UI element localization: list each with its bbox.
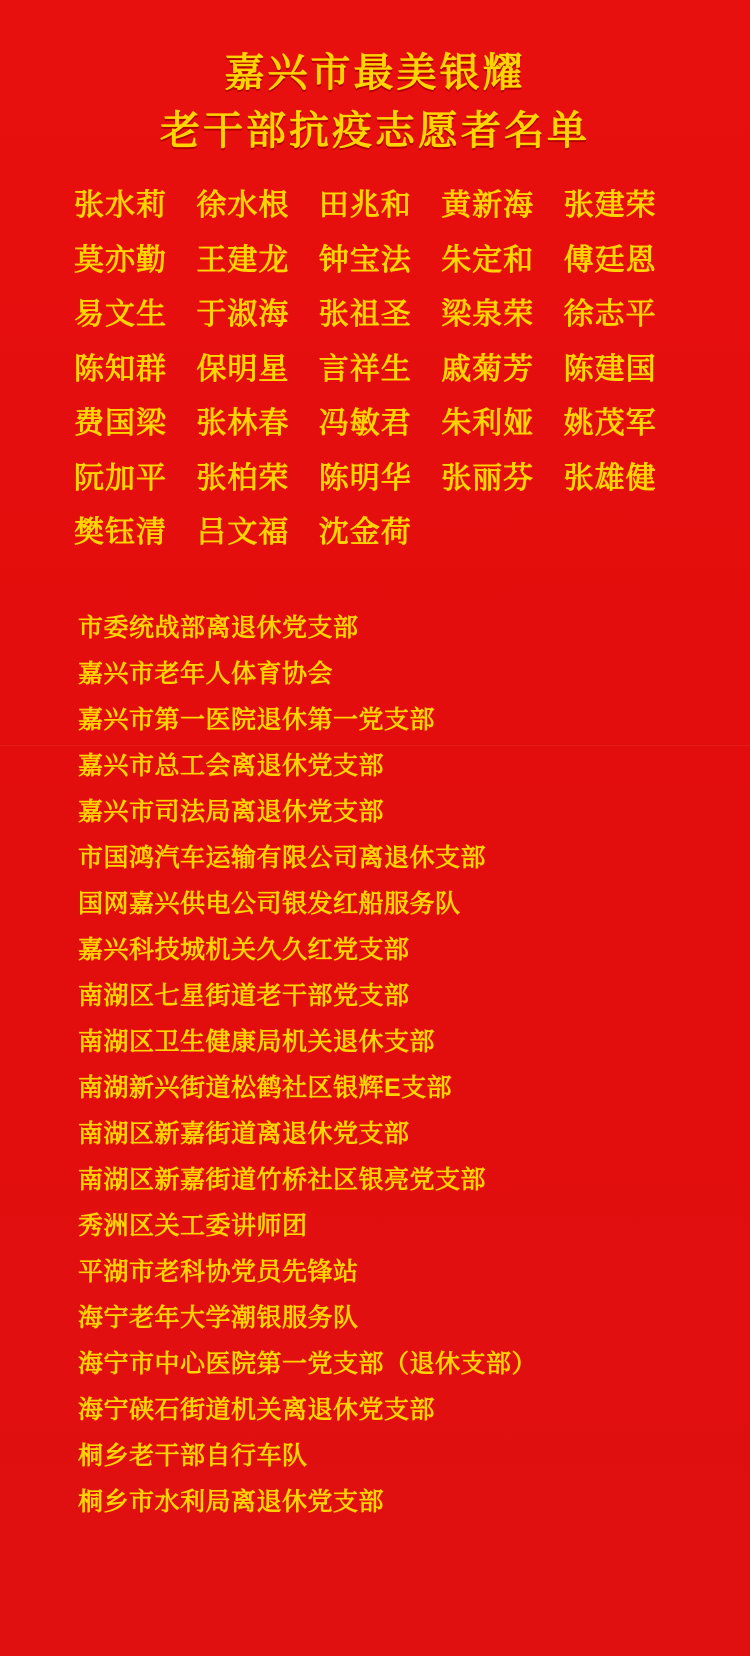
organization-item: 嘉兴市老年人体育协会 bbox=[78, 659, 334, 688]
volunteer-name: 于淑海 bbox=[196, 298, 290, 331]
organization-item: 南湖区七星街道老干部党支部 bbox=[78, 981, 410, 1010]
organization-item: 桐乡市水利局离退休党支部 bbox=[78, 1487, 385, 1516]
title-line-2: 老干部抗疫志愿者名单 bbox=[160, 109, 590, 153]
faint-divider-line bbox=[0, 745, 750, 746]
volunteer-name: 黄新海 bbox=[441, 189, 535, 222]
volunteer-name: 阮加平 bbox=[74, 461, 167, 495]
volunteer-name: 张水莉 bbox=[74, 189, 167, 222]
organization-list bbox=[0, 613, 750, 1516]
volunteer-name: 费国梁 bbox=[74, 407, 167, 440]
volunteer-name: 王建龙 bbox=[196, 243, 290, 277]
volunteer-name: 陈建国 bbox=[563, 352, 657, 386]
volunteer-name: 言祥生 bbox=[318, 352, 412, 386]
title-line-1: 嘉兴市最美银耀 bbox=[224, 51, 526, 95]
volunteer-name: 傅廷恩 bbox=[563, 243, 657, 277]
volunteer-name: 徐志平 bbox=[563, 298, 657, 331]
organization-item: 嘉兴市司法局离退休党支部 bbox=[78, 797, 385, 826]
volunteer-name: 田兆和 bbox=[318, 189, 412, 222]
volunteer-name: 张丽芬 bbox=[441, 461, 535, 495]
volunteer-name: 沈金荷 bbox=[318, 516, 412, 549]
organization-item: 南湖新兴街道松鹤社区银辉E支部 bbox=[78, 1073, 453, 1102]
volunteer-name: 易文生 bbox=[74, 298, 167, 331]
organization-item: 海宁硖石街道机关离退休党支部 bbox=[78, 1395, 436, 1424]
volunteer-name: 梁泉荣 bbox=[441, 298, 535, 331]
organization-item: 南湖区新嘉街道竹桥社区银亮党支部 bbox=[78, 1165, 487, 1194]
volunteer-name: 钟宝法 bbox=[318, 243, 412, 277]
volunteer-name: 莫亦勤 bbox=[74, 243, 167, 277]
organization-item: 嘉兴科技城机关久久红党支部 bbox=[78, 935, 410, 964]
volunteer-name: 张雄健 bbox=[563, 461, 657, 495]
organization-item: 南湖区新嘉街道离退休党支部 bbox=[78, 1119, 410, 1148]
organization-item: 嘉兴市总工会离退休党支部 bbox=[78, 751, 385, 780]
organization-item: 桐乡老干部自行车队 bbox=[78, 1441, 308, 1470]
volunteer-name: 朱利娅 bbox=[441, 407, 535, 440]
volunteer-name: 张林春 bbox=[196, 407, 290, 440]
volunteer-name: 保明星 bbox=[196, 352, 290, 386]
volunteer-name: 陈知群 bbox=[74, 352, 167, 386]
volunteer-name: 姚茂军 bbox=[563, 407, 657, 440]
volunteer-name: 徐水根 bbox=[196, 189, 290, 222]
volunteer-name: 张建荣 bbox=[563, 189, 657, 222]
volunteer-name: 陈明华 bbox=[318, 461, 412, 495]
volunteer-name: 吕文福 bbox=[196, 516, 290, 549]
organization-item: 嘉兴市第一医院退休第一党支部 bbox=[78, 705, 436, 734]
volunteer-name-grid bbox=[0, 186, 750, 554]
organization-item: 南湖区卫生健康局机关退休支部 bbox=[78, 1027, 436, 1056]
volunteer-name: 樊钰清 bbox=[74, 516, 167, 549]
organization-item: 国网嘉兴供电公司银发红船服务队 bbox=[78, 889, 461, 918]
organization-item: 市委统战部离退休党支部 bbox=[78, 613, 359, 642]
volunteer-name: 戚菊芳 bbox=[441, 352, 535, 386]
volunteer-name: 张柏荣 bbox=[196, 461, 290, 495]
poster-title bbox=[0, 0, 750, 160]
organization-item: 海宁老年大学潮银服务队 bbox=[78, 1303, 359, 1332]
volunteer-name: 张祖圣 bbox=[318, 298, 412, 331]
organization-item: 秀洲区关工委讲师团 bbox=[78, 1211, 308, 1240]
organization-item: 市国鸿汽车运输有限公司离退休支部 bbox=[78, 843, 487, 872]
volunteer-name: 朱定和 bbox=[441, 243, 535, 277]
organization-item: 海宁市中心医院第一党支部（退休支部） bbox=[78, 1349, 538, 1378]
volunteer-name: 冯敏君 bbox=[318, 407, 412, 440]
organization-item: 平湖市老科协党员先锋站 bbox=[78, 1257, 359, 1286]
